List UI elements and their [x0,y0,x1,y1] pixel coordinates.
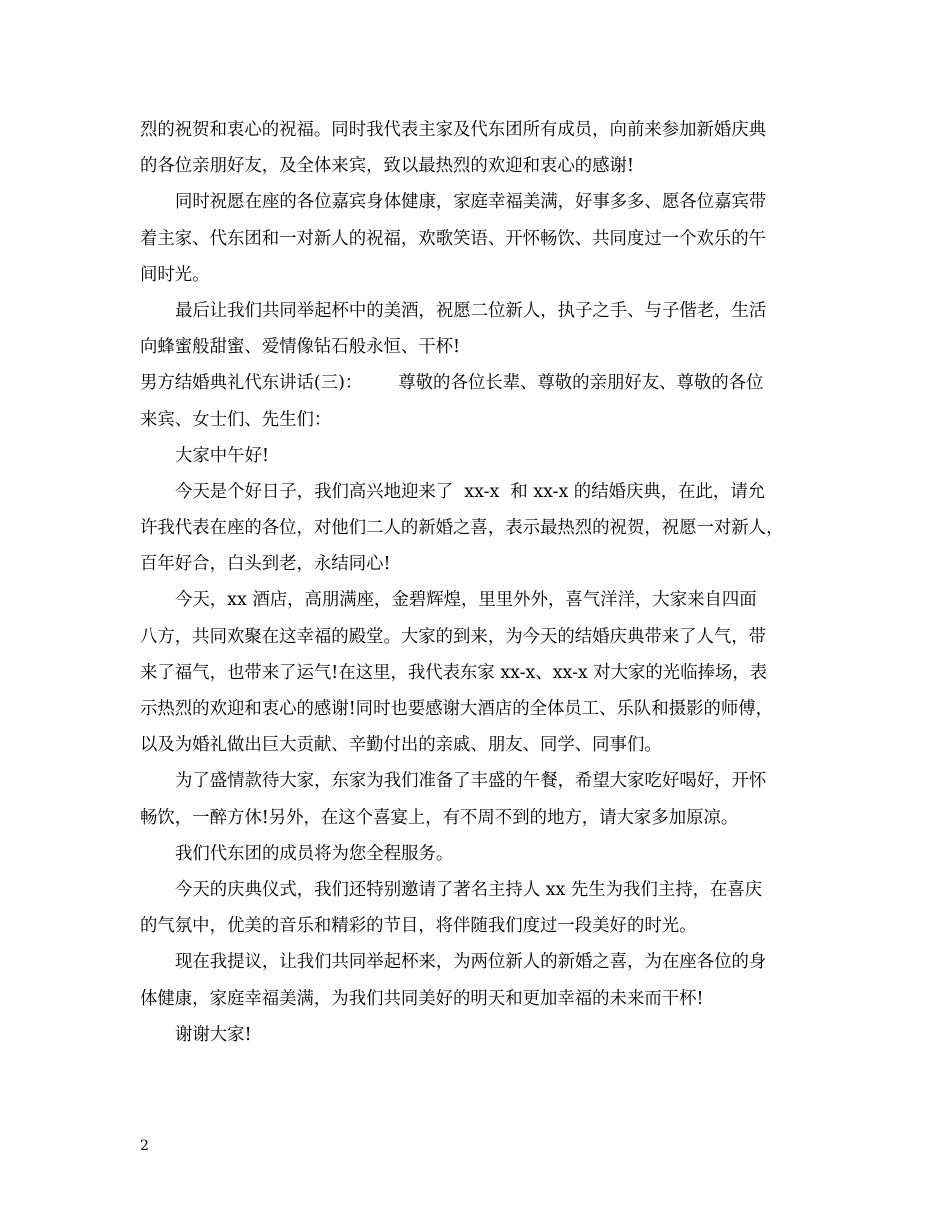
page-number: 2 [140,1138,149,1154]
text-line: 谢谢大家! [175,1024,252,1045]
text-line: 示热烈的欢迎和衷心的感谢!同时也要感谢大酒店的全体员工、乐队和摄影的师傅， [140,699,774,719]
paragraph-toast [140,293,820,365]
text-line: 畅饮，一醉方休!另外，在这个喜宴上，有不周不到的地方，请大家多加原凉。 [140,807,739,828]
section-heading [140,365,820,437]
text-line: 今天，xx 酒店，高朋满座，金碧辉煌，里里外外，喜气洋洋，大家来自四面 [175,590,757,611]
document-body [140,112,820,1053]
text-line: 体健康，家庭幸福美满，为我们共同美好的明天和更加幸福的未来而干杯! [140,988,704,1009]
text-line: 的各位亲朋好友，及全体来宾，致以最热烈的欢迎和衷心的感谢! [140,156,634,177]
text-line: 烈的祝贺和衷心的祝福。同时我代表主家及代东团所有成员，向前来参加新婚庆典 [140,120,767,140]
paragraph-greeting-continued [140,112,820,184]
text-line: 来了福气，也带来了运气!在这里，我代表东家 xx-x、xx-x 对大家的光临捧场，表 [140,662,768,683]
heading-row [140,365,820,401]
paragraph-celebration [140,474,820,583]
text-line: 向蜂蜜般甜蜜、爱情像钻石般永恒、干杯! [140,337,461,358]
text-line: 着主家、代东团和一对新人的祝福，欢歌笑语、开怀畅饮、共同度过一个欢乐的午 [140,228,767,249]
text-line: 的气氛中，优美的音乐和精彩的节目，将伴随我们度过一段美好的时光。 [140,916,697,937]
paragraph-wishes [140,184,820,293]
text-line: 现在我提议，让我们共同举起杯来，为两位新人的新婚之喜，为在座各位的身 [175,952,767,973]
text-line: 间时光。 [140,264,210,285]
text-line: 许我代表在座的各位，对他们二人的新婚之喜，表示最热烈的祝贺，祝愿一对新人， [140,518,784,539]
text-line: 百年好合，白头到老，永结同心! [140,554,391,575]
text-line: 同时祝愿在座的各位嘉宾身体健康，家庭幸福美满，好事多多、愿各位嘉宾带 [175,192,767,213]
text-line: 尊敬的各位长辈、尊敬的亲朋好友、尊敬的各位 [398,373,764,394]
paragraph-host [140,872,820,944]
paragraph-thanks [140,1017,820,1053]
text-line: 来宾、女士们、先生们： [140,409,332,430]
text-line: 为了盛情款待大家，东家为我们准备了丰盛的午餐，希望大家吃好喝好，开怀 [175,771,767,792]
text-line: 八方，共同欢聚在这幸福的殿堂。大家的到来，为今天的结婚庆典带来了人气，带 [140,626,767,647]
text-line: 今天的庆典仪式，我们还特别邀请了著名主持人 xx 先生为我们主持，在喜庆 [175,879,763,900]
text-line: 今天是个好日子，我们高兴地迎来了 xx-x 和 xx-x 的结婚庆典，在此，请允 [175,481,766,502]
section-title: 男方结婚典礼代东讲话(三)： [140,373,363,394]
text-line: 最后让我们共同举起杯中的美酒，祝愿二位新人，执子之手、与子偕老，生活 [175,300,767,321]
paragraph-service [140,836,820,872]
paragraph-hotel [140,582,820,763]
text-line: 以及为婚礼做出巨大贡献、辛勤付出的亲戚、朋友、同学、同事们。 [140,735,662,756]
paragraph-good-noon [140,438,820,474]
paragraph-final-toast [140,944,820,1016]
text-line: 大家中午好! [175,445,269,466]
text-line: 我们代东团的成员将为您全程服务。 [175,843,454,864]
paragraph-banquet [140,763,820,835]
